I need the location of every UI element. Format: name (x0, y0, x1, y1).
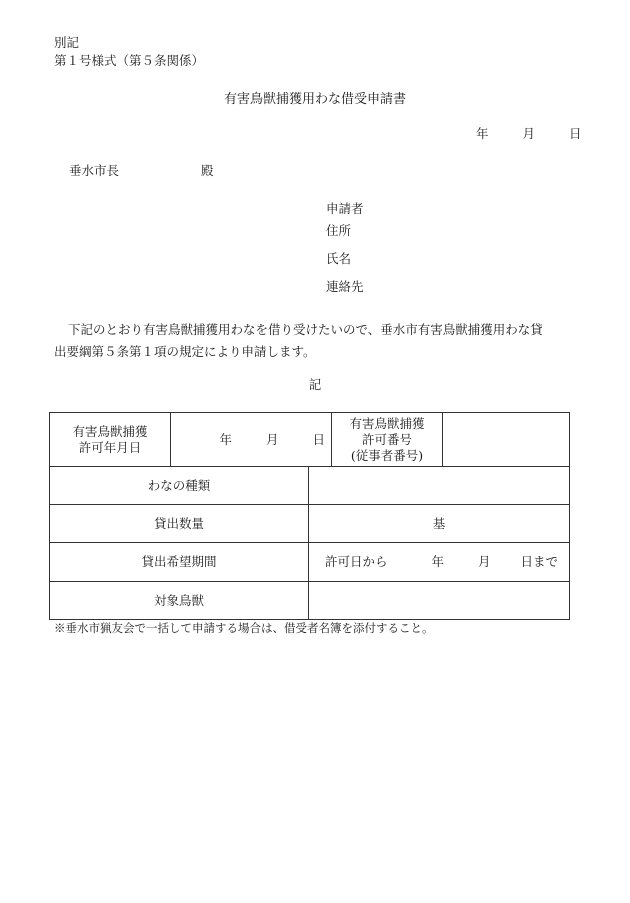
period-field[interactable] (309, 543, 570, 582)
period-label: 貸出希望期間 (50, 543, 309, 582)
trap-type-field[interactable] (309, 467, 570, 505)
table-row-quantity (50, 505, 570, 543)
quantity-field[interactable] (309, 505, 570, 543)
period-from: 許可日から (325, 554, 388, 569)
permit-date-month: 月 (266, 431, 279, 447)
applicant-heading: 申請者 (326, 201, 364, 216)
table-row-target (50, 582, 570, 620)
table-row-trap-type (50, 467, 570, 505)
appendix-label: 別記 (54, 35, 80, 50)
document-title: 有害鳥獣捕獲用わな借受申請書 (223, 92, 406, 107)
permit-number-field[interactable] (443, 413, 570, 467)
application-table (49, 412, 570, 620)
period-month: 月 (478, 554, 491, 569)
date-line (476, 128, 581, 141)
permit-number-label: 有害鳥獣捕獲 許可番号 (従事者番号) (332, 413, 443, 467)
table-row-period (50, 543, 570, 582)
applicant-address-label: 住所 (326, 223, 352, 238)
applicant-name-label: 氏名 (326, 251, 352, 266)
trap-type-label: わなの種類 (50, 467, 309, 505)
target-animal-field[interactable] (309, 582, 570, 620)
quantity-label: 貸出数量 (50, 505, 309, 543)
footnote: ※垂水市猟友会で一括して申請する場合は、借受者名簿を添付すること。 (54, 621, 434, 635)
quantity-unit: 基 (432, 515, 446, 531)
addressee-honorific: 殿 (201, 163, 214, 178)
addressee-name: 垂水市長 (69, 163, 120, 178)
permit-date-day: 日 (312, 431, 326, 447)
period-until: 日まで (520, 554, 559, 569)
target-animal-label: 対象鳥獣 (50, 582, 309, 620)
permit-date-year: 年 (219, 431, 233, 447)
ki-heading: 記 (308, 377, 322, 392)
permit-date-label: 有害鳥獣捕獲 許可年月日 (50, 413, 171, 467)
table-row-permit (50, 413, 570, 467)
applicant-contact-label: 連絡先 (326, 279, 364, 294)
period-year: 年 (431, 554, 445, 569)
application-statement (54, 319, 574, 363)
date-month: 月 (522, 126, 535, 141)
date-year: 年 (476, 126, 489, 141)
date-day: 日 (568, 126, 582, 141)
form-number: 第１号様式（第５条関係） (54, 53, 205, 68)
statement-line-2: 出要綱第５条第１項の規定により申請します。 (54, 344, 316, 359)
statement-line-1: 下記のとおり有害鳥獣捕獲用わなを借り受けたいので、垂水市有害鳥獣捕獲用わな貸 (68, 322, 543, 337)
permit-date-field[interactable] (171, 413, 332, 467)
